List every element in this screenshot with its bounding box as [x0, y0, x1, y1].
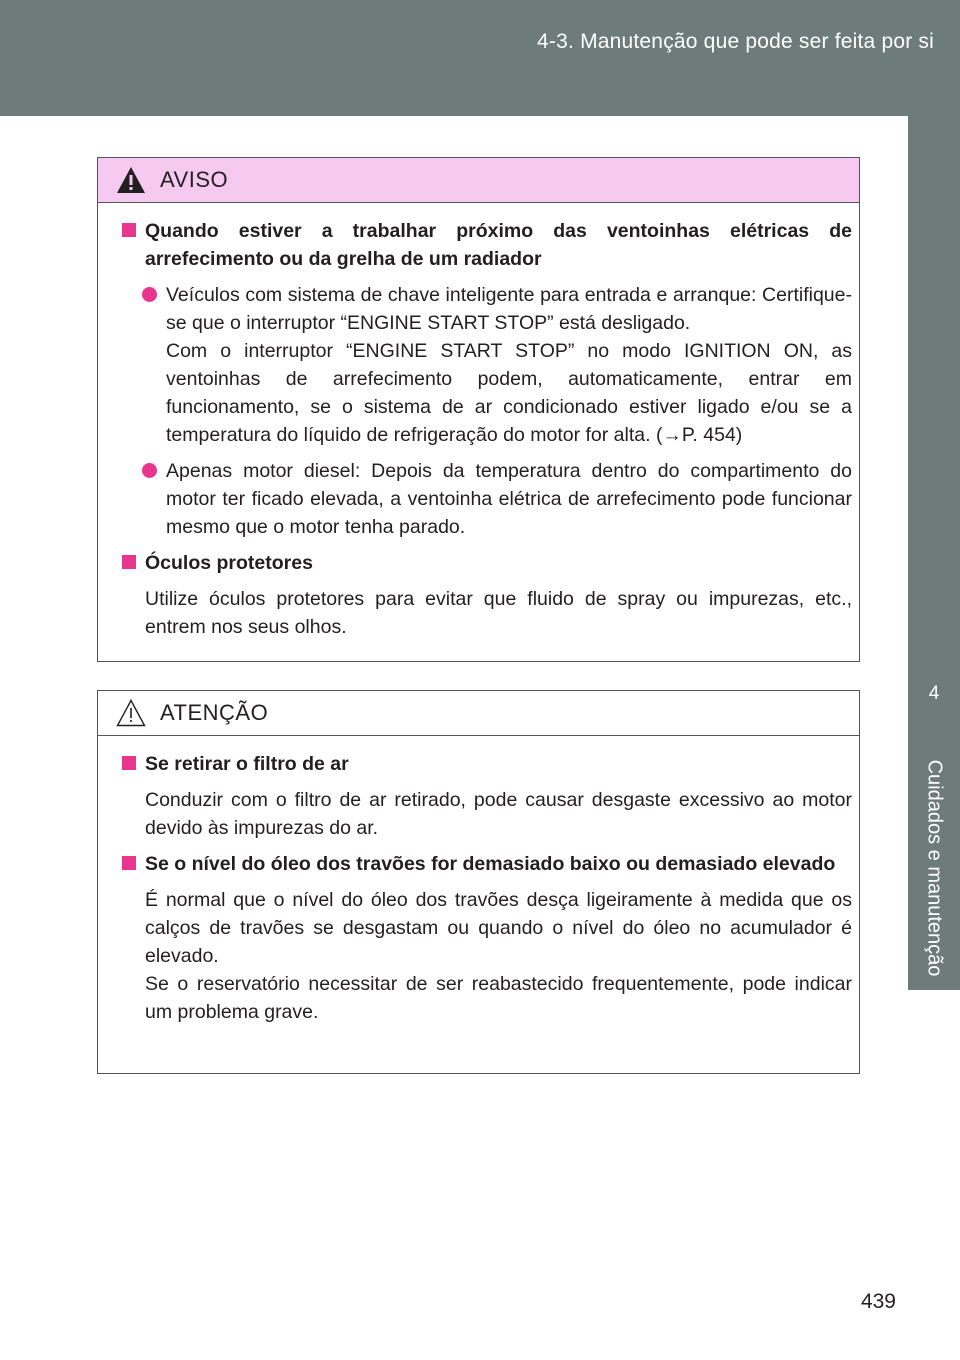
round-bullet-icon [142, 463, 157, 478]
list-item [122, 281, 852, 449]
section-title: 4-3. Manutenção que pode ser feita por si [537, 30, 934, 53]
warning-box [97, 157, 860, 662]
warning-triangle-icon [116, 166, 146, 194]
caution-body [98, 736, 859, 1026]
warning-header [98, 158, 859, 203]
bullet-text: Com o interruptor “ENGINE START STOP” no modo IGNITION ON, as ventoinhas de arrefecimento podem, automaticamente, entrar em funcionamento, se o sistema de ar condicionado estiver ligado e/ou se a temperatura do líquido de refrigeração do motor for alta. (→P. 454) [166, 340, 852, 446]
square-bullet-icon [122, 555, 136, 569]
section-text: Utilize óculos protetores para evitar que fluido de spray ou impurezas, etc., entrem nos seus olhos. [145, 588, 852, 638]
bullet-text: Apenas motor diesel: Depois da temperatura dentro do compartimento do motor ter ficado elevada, a ventoinha elétrica de arrefecimento pode funcionar mesmo que o motor tenha parado. [166, 460, 852, 538]
section-heading: Se retirar o filtro de ar [122, 750, 852, 778]
caution-label: ATENÇÃO [160, 700, 269, 725]
section-text: Conduzir com o filtro de ar retirado, pode causar desgaste excessivo ao motor devido às impurezas do ar. [145, 789, 852, 839]
caution-triangle-icon [116, 699, 146, 727]
page-number: 439 [860, 1290, 896, 1313]
square-bullet-icon [122, 756, 136, 770]
list-item [122, 457, 852, 541]
caution-box [97, 690, 860, 1074]
bullet-text: Veículos com sistema de chave inteligente para entrada e arranque: Certifique-se que o interruptor “ENGINE START STOP” está desligado. [166, 284, 852, 334]
chapter-number: 4 [928, 683, 940, 704]
section-heading: Se o nível do óleo dos travões for demasiado baixo ou demasiado elevado [122, 850, 852, 878]
round-bullet-icon [142, 287, 157, 302]
section-heading: Quando estiver a trabalhar próximo das ventoinhas elétricas de arrefecimento ou da grelha de um radiador [122, 217, 852, 273]
square-bullet-icon [122, 223, 136, 237]
square-bullet-icon [122, 856, 136, 870]
chapter-title: Cuidados e manutenção [923, 759, 946, 977]
caution-header [98, 691, 859, 736]
side-strip [908, 116, 960, 645]
header-band [0, 0, 960, 116]
section-heading: Óculos protetores [122, 549, 852, 577]
warning-label: AVISO [160, 167, 229, 192]
section-text: É normal que o nível do óleo dos travões desça ligeiramente à medida que os calços de travões se desgastam ou quando o nível do óleo no acumulador é elevado. Se o reservatório necessitar de ser reabastecido frequentemente, pode indicar um problema grave. [145, 889, 852, 1023]
warning-body [98, 203, 859, 641]
